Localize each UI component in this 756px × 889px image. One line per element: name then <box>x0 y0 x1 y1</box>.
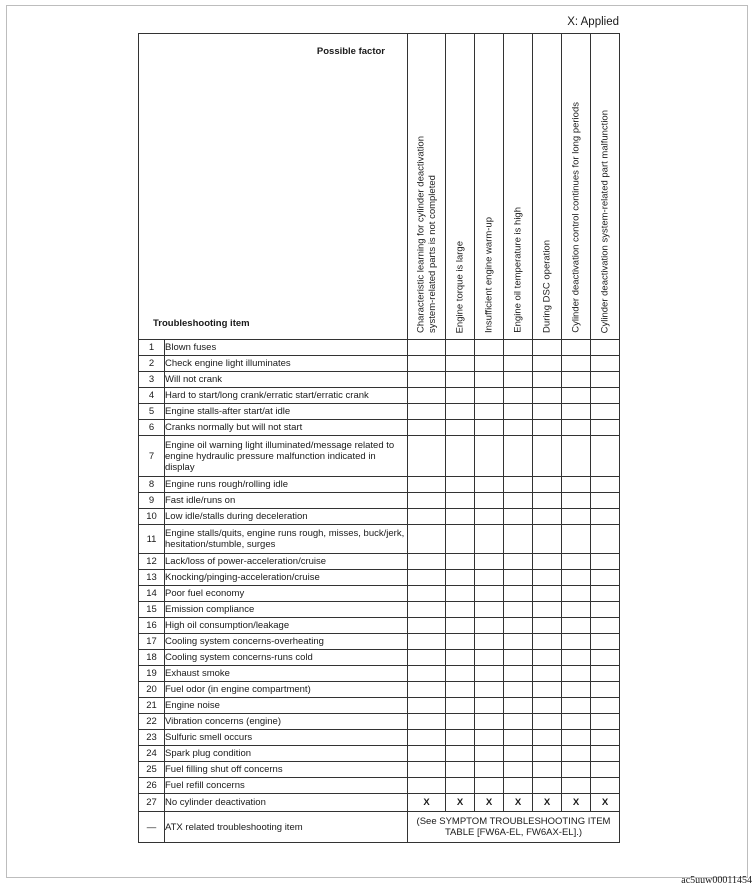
factor-cell <box>533 682 562 698</box>
factor-cell <box>504 388 533 404</box>
factor-cell <box>504 554 533 570</box>
factor-cell <box>504 404 533 420</box>
row-number: — <box>139 812 165 843</box>
factor-cell <box>533 714 562 730</box>
factor-cell <box>504 340 533 356</box>
row-item: Engine oil warning light illuminated/message related to engine hydraulic pressure malfunction indicated in display <box>165 436 408 477</box>
factor-cell <box>408 746 446 762</box>
factor-cell <box>408 714 446 730</box>
factor-cell <box>408 634 446 650</box>
factor-cell <box>475 477 504 493</box>
factor-cell <box>562 746 591 762</box>
row-item: Engine stalls-after start/at idle <box>165 404 408 420</box>
factor-cell <box>533 340 562 356</box>
factor-cell: X <box>408 794 446 812</box>
factor-cell <box>533 602 562 618</box>
factor-cell <box>533 420 562 436</box>
row-item: Fuel odor (in engine compartment) <box>165 682 408 698</box>
factor-cell <box>591 436 620 477</box>
row-number: 9 <box>139 493 165 509</box>
possible-factor-label: Possible factor <box>316 46 385 57</box>
factor-cell <box>562 525 591 554</box>
row-number: 11 <box>139 525 165 554</box>
factor-cell <box>591 570 620 586</box>
factor-header-7: Cylinder deactivation system-related part malfunction <box>591 34 620 340</box>
factor-cell <box>446 682 475 698</box>
factor-cell <box>504 762 533 778</box>
row-item: Low idle/stalls during deceleration <box>165 509 408 525</box>
factor-cell <box>591 388 620 404</box>
factor-cell <box>562 436 591 477</box>
factor-header-2: Engine torque is large <box>446 34 475 340</box>
factor-cell <box>591 340 620 356</box>
factor-cell <box>446 493 475 509</box>
factor-cell <box>475 493 504 509</box>
factor-cell <box>504 372 533 388</box>
row-item: Exhaust smoke <box>165 666 408 682</box>
factor-cell <box>446 778 475 794</box>
factor-cell <box>446 372 475 388</box>
row-number: 4 <box>139 388 165 404</box>
factor-cell <box>446 762 475 778</box>
row-number: 24 <box>139 746 165 762</box>
factor-cell <box>591 698 620 714</box>
factor-cell <box>533 570 562 586</box>
factor-header-4: Engine oil temperature is high <box>504 34 533 340</box>
factor-cell <box>562 586 591 602</box>
factor-cell <box>408 618 446 634</box>
factor-cell <box>562 634 591 650</box>
factor-cell <box>533 554 562 570</box>
factor-cell <box>562 388 591 404</box>
factor-cell <box>446 420 475 436</box>
factor-cell <box>533 388 562 404</box>
row-number: 27 <box>139 794 165 812</box>
factor-cell <box>475 436 504 477</box>
factor-cell <box>446 666 475 682</box>
factor-cell <box>446 698 475 714</box>
factor-cell <box>562 762 591 778</box>
row-item: Fuel filling shut off concerns <box>165 762 408 778</box>
table-row <box>139 666 620 682</box>
factor-cell <box>562 477 591 493</box>
factor-cell <box>591 650 620 666</box>
factor-cell <box>475 404 504 420</box>
row-number: 15 <box>139 602 165 618</box>
factor-cell <box>504 634 533 650</box>
factor-cell <box>504 420 533 436</box>
factor-header-3: Insufficient engine warm-up <box>475 34 504 340</box>
row-number: 1 <box>139 340 165 356</box>
factor-cell: X <box>475 794 504 812</box>
row-number: 10 <box>139 509 165 525</box>
factor-cell <box>475 420 504 436</box>
row-number: 18 <box>139 650 165 666</box>
factor-cell <box>504 586 533 602</box>
factor-cell <box>408 554 446 570</box>
factor-cell <box>408 493 446 509</box>
table-row <box>139 477 620 493</box>
row-item: Vibration concerns (engine) <box>165 714 408 730</box>
table-row <box>139 778 620 794</box>
factor-cell <box>475 570 504 586</box>
factor-cell <box>408 586 446 602</box>
factor-cell <box>446 586 475 602</box>
row-item: Hard to start/long crank/erratic start/erratic crank <box>165 388 408 404</box>
factor-cell <box>562 554 591 570</box>
row-number: 12 <box>139 554 165 570</box>
factor-header-6: Cylinder deactivation control continues for long periods <box>562 34 591 340</box>
row-item: Knocking/pinging-acceleration/cruise <box>165 570 408 586</box>
troubleshooting-item-label: Troubleshooting item <box>153 318 250 329</box>
table-row <box>139 698 620 714</box>
factor-cell <box>591 762 620 778</box>
row-number: 16 <box>139 618 165 634</box>
factor-cell <box>475 388 504 404</box>
factor-cell <box>504 356 533 372</box>
factor-cell <box>475 602 504 618</box>
factor-cell <box>504 714 533 730</box>
factor-cell <box>533 586 562 602</box>
factor-cell <box>475 762 504 778</box>
factor-cell <box>591 586 620 602</box>
row-item: Engine runs rough/rolling idle <box>165 477 408 493</box>
table-row <box>139 493 620 509</box>
factor-cell <box>475 618 504 634</box>
row-number: 17 <box>139 634 165 650</box>
factor-cell <box>408 372 446 388</box>
factor-cell <box>446 730 475 746</box>
row-number: 26 <box>139 778 165 794</box>
factor-cell: X <box>446 794 475 812</box>
factor-cell <box>475 698 504 714</box>
factor-cell <box>446 356 475 372</box>
factor-cell <box>504 650 533 666</box>
row-item: High oil consumption/leakage <box>165 618 408 634</box>
row-item: Fast idle/runs on <box>165 493 408 509</box>
factor-cell <box>475 340 504 356</box>
factor-cell <box>504 602 533 618</box>
factor-cell <box>475 634 504 650</box>
factor-cell <box>562 714 591 730</box>
factor-cell <box>446 634 475 650</box>
factor-cell <box>475 714 504 730</box>
factor-cell <box>591 602 620 618</box>
troubleshooting-table <box>138 33 620 843</box>
table-row <box>139 730 620 746</box>
factor-cell <box>475 509 504 525</box>
factor-cell: X <box>591 794 620 812</box>
factor-cell <box>446 714 475 730</box>
factor-cell <box>408 340 446 356</box>
table-row <box>139 794 620 812</box>
factor-cell <box>591 420 620 436</box>
factor-cell <box>504 493 533 509</box>
row-number: 20 <box>139 682 165 698</box>
factor-header-5: During DSC operation <box>533 34 562 340</box>
factor-cell <box>533 762 562 778</box>
factor-cell <box>591 477 620 493</box>
table-row <box>139 746 620 762</box>
row-number: 23 <box>139 730 165 746</box>
table-row <box>139 340 620 356</box>
factor-cell <box>562 372 591 388</box>
factor-cell <box>475 356 504 372</box>
factor-cell <box>533 436 562 477</box>
factor-cell <box>446 525 475 554</box>
factor-cell <box>533 666 562 682</box>
factor-cell <box>408 698 446 714</box>
row-number: 2 <box>139 356 165 372</box>
factor-cell <box>475 746 504 762</box>
factor-cell <box>475 525 504 554</box>
image-code: ac5uuw00011454 <box>681 875 752 886</box>
factor-cell <box>504 666 533 682</box>
table-row <box>139 525 620 554</box>
row-number: 22 <box>139 714 165 730</box>
row-number: 6 <box>139 420 165 436</box>
row-number: 8 <box>139 477 165 493</box>
table-row <box>139 554 620 570</box>
row-item: Poor fuel economy <box>165 586 408 602</box>
factor-cell <box>446 388 475 404</box>
atx-note: (See SYMPTOM TROUBLESHOOTING ITEM TABLE [FW6A-EL, FW6AX-EL].) <box>408 812 620 843</box>
factor-cell <box>504 509 533 525</box>
factor-cell <box>562 570 591 586</box>
factor-cell <box>504 618 533 634</box>
factor-cell <box>591 372 620 388</box>
row-item: Sulfuric smell occurs <box>165 730 408 746</box>
factor-cell <box>408 602 446 618</box>
factor-cell <box>591 682 620 698</box>
table-row <box>139 762 620 778</box>
table-row <box>139 650 620 666</box>
factor-cell <box>408 388 446 404</box>
factor-cell <box>533 372 562 388</box>
row-item: Cooling system concerns-overheating <box>165 634 408 650</box>
row-item: Check engine light illuminates <box>165 356 408 372</box>
factor-cell <box>533 650 562 666</box>
factor-cell <box>475 554 504 570</box>
table-row <box>139 404 620 420</box>
table-row <box>139 714 620 730</box>
factor-cell <box>475 666 504 682</box>
factor-cell <box>533 746 562 762</box>
factor-cell <box>475 372 504 388</box>
table-row <box>139 586 620 602</box>
factor-cell <box>408 404 446 420</box>
factor-cell <box>408 778 446 794</box>
factor-cell <box>562 778 591 794</box>
factor-cell <box>408 525 446 554</box>
row-number: 7 <box>139 436 165 477</box>
factor-cell <box>591 404 620 420</box>
factor-cell <box>591 618 620 634</box>
factor-cell <box>475 682 504 698</box>
factor-cell <box>591 493 620 509</box>
factor-cell <box>408 730 446 746</box>
factor-cell <box>475 586 504 602</box>
factor-cell <box>591 730 620 746</box>
factor-cell <box>562 618 591 634</box>
factor-cell <box>533 730 562 746</box>
factor-cell <box>504 682 533 698</box>
row-number: 21 <box>139 698 165 714</box>
factor-cell <box>504 570 533 586</box>
factor-cell <box>562 602 591 618</box>
factor-cell <box>591 634 620 650</box>
row-number: 3 <box>139 372 165 388</box>
factor-cell <box>408 509 446 525</box>
legend-applied: X: Applied <box>567 16 619 28</box>
factor-cell <box>562 698 591 714</box>
factor-cell <box>591 554 620 570</box>
factor-cell <box>446 602 475 618</box>
factor-cell <box>408 436 446 477</box>
row-number: 13 <box>139 570 165 586</box>
factor-cell <box>446 340 475 356</box>
factor-cell <box>562 356 591 372</box>
factor-cell <box>408 570 446 586</box>
factor-cell <box>591 525 620 554</box>
table-row <box>139 356 620 372</box>
factor-cell <box>591 509 620 525</box>
factor-cell <box>591 714 620 730</box>
row-item: Engine stalls/quits, engine runs rough, misses, buck/jerk, hesitation/stumble, surges <box>165 525 408 554</box>
factor-cell <box>408 650 446 666</box>
table-row <box>139 509 620 525</box>
factor-cell <box>504 436 533 477</box>
row-item: Emission compliance <box>165 602 408 618</box>
factor-cell <box>504 730 533 746</box>
factor-cell <box>533 525 562 554</box>
factor-cell: X <box>504 794 533 812</box>
table-row <box>139 388 620 404</box>
factor-cell <box>408 477 446 493</box>
factor-cell <box>446 650 475 666</box>
table-row <box>139 436 620 477</box>
row-item: Blown fuses <box>165 340 408 356</box>
row-item: Fuel refill concerns <box>165 778 408 794</box>
factor-cell <box>446 477 475 493</box>
factor-cell <box>533 634 562 650</box>
row-item: ATX related troubleshooting item <box>165 812 408 843</box>
factor-cell <box>408 666 446 682</box>
factor-cell <box>408 682 446 698</box>
row-item: No cylinder deactivation <box>165 794 408 812</box>
factor-cell <box>533 404 562 420</box>
factor-cell <box>446 404 475 420</box>
header-corner <box>139 34 408 340</box>
factor-cell <box>475 778 504 794</box>
factor-cell <box>562 493 591 509</box>
factor-cell <box>446 554 475 570</box>
factor-cell <box>533 356 562 372</box>
factor-cell: X <box>562 794 591 812</box>
table-row <box>139 420 620 436</box>
factor-cell: X <box>533 794 562 812</box>
factor-cell <box>533 698 562 714</box>
table-row <box>139 372 620 388</box>
factor-cell <box>591 356 620 372</box>
row-item: Cooling system concerns-runs cold <box>165 650 408 666</box>
factor-cell <box>562 730 591 746</box>
factor-cell <box>504 525 533 554</box>
factor-cell <box>562 650 591 666</box>
factor-cell <box>562 420 591 436</box>
factor-cell <box>533 778 562 794</box>
factor-cell <box>562 666 591 682</box>
row-number: 5 <box>139 404 165 420</box>
factor-cell <box>408 356 446 372</box>
factor-cell <box>533 493 562 509</box>
factor-cell <box>408 420 446 436</box>
row-item: Will not crank <box>165 372 408 388</box>
row-item: Cranks normally but will not start <box>165 420 408 436</box>
table-row <box>139 602 620 618</box>
factor-cell <box>591 746 620 762</box>
factor-cell <box>591 778 620 794</box>
row-item: Spark plug condition <box>165 746 408 762</box>
factor-cell <box>591 666 620 682</box>
factor-cell <box>504 746 533 762</box>
table-row <box>139 634 620 650</box>
row-item: Engine noise <box>165 698 408 714</box>
row-number: 14 <box>139 586 165 602</box>
factor-cell <box>533 618 562 634</box>
factor-cell <box>446 509 475 525</box>
factor-cell <box>562 340 591 356</box>
factor-cell <box>475 650 504 666</box>
factor-cell <box>562 404 591 420</box>
row-number: 19 <box>139 666 165 682</box>
factor-cell <box>504 778 533 794</box>
factor-cell <box>562 682 591 698</box>
atx-row <box>139 812 620 843</box>
factor-cell <box>446 618 475 634</box>
factor-cell <box>408 762 446 778</box>
factor-cell <box>475 730 504 746</box>
factor-cell <box>504 698 533 714</box>
table-row <box>139 682 620 698</box>
factor-cell <box>446 570 475 586</box>
factor-cell <box>504 477 533 493</box>
row-number: 25 <box>139 762 165 778</box>
table-row <box>139 618 620 634</box>
row-item: Lack/loss of power-acceleration/cruise <box>165 554 408 570</box>
factor-cell <box>562 509 591 525</box>
factor-cell <box>446 436 475 477</box>
factor-header-1: Characteristic learning for cylinder deactivation system-related parts is not completed <box>408 34 446 340</box>
table-row <box>139 570 620 586</box>
factor-cell <box>533 509 562 525</box>
factor-cell <box>446 746 475 762</box>
factor-cell <box>533 477 562 493</box>
